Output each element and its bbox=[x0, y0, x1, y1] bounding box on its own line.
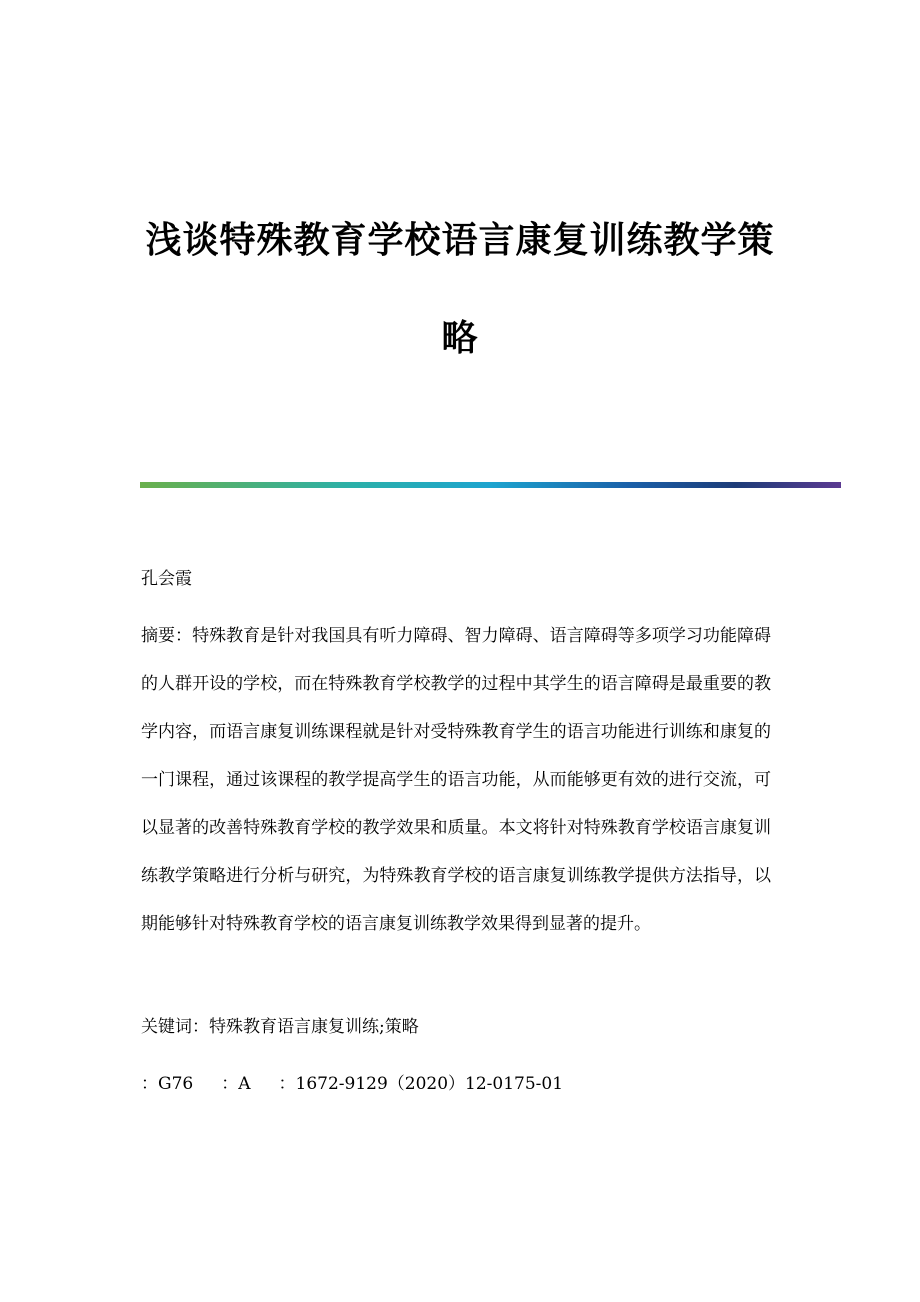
clc-number: ：G76 bbox=[141, 1074, 194, 1094]
author-name: 孔会霞 bbox=[141, 569, 192, 589]
article-id: ：1672-9129（2020）12-0175-01 bbox=[278, 1074, 564, 1094]
keywords-line bbox=[141, 1003, 771, 1051]
keywords-text: 特殊教育语言康复训练;策略 bbox=[209, 1017, 419, 1037]
abstract-paragraph bbox=[141, 612, 771, 948]
abstract-label: 摘要： bbox=[141, 626, 193, 646]
gradient-divider bbox=[140, 482, 841, 488]
abstract-text: 特殊教育是针对我国具有听力障碍、智力障碍、语言障碍等多项学习功能障碍的人群开设的学校，而在特殊教育学校教学的过程中其学生的语言障碍是最重要的教学内容，而语言康复训练课程就是针对受特殊教育学生的语言功能进行训练和康复的一门课程，通过该课程的教学提高学生的语言功能，从而能够更有效的进行交流，可以显著的改善特殊教育学校的教学效果和质量。本文将针对特殊教育学校语言康复训练教学策略进行分析与研究，为特殊教育学校的语言康复训练教学提供方法指导，以期能够针对特殊教育学校的语言康复训练教学效果得到显著的提升。 bbox=[141, 626, 772, 934]
title-line-1: 浅谈特殊教育学校语言康复训练教学策 bbox=[145, 219, 775, 261]
document-code: ：A bbox=[221, 1074, 251, 1094]
keywords-label: 关键词： bbox=[141, 1017, 209, 1037]
classification-line bbox=[141, 1060, 771, 1108]
title-line-2: 略 bbox=[441, 317, 479, 359]
